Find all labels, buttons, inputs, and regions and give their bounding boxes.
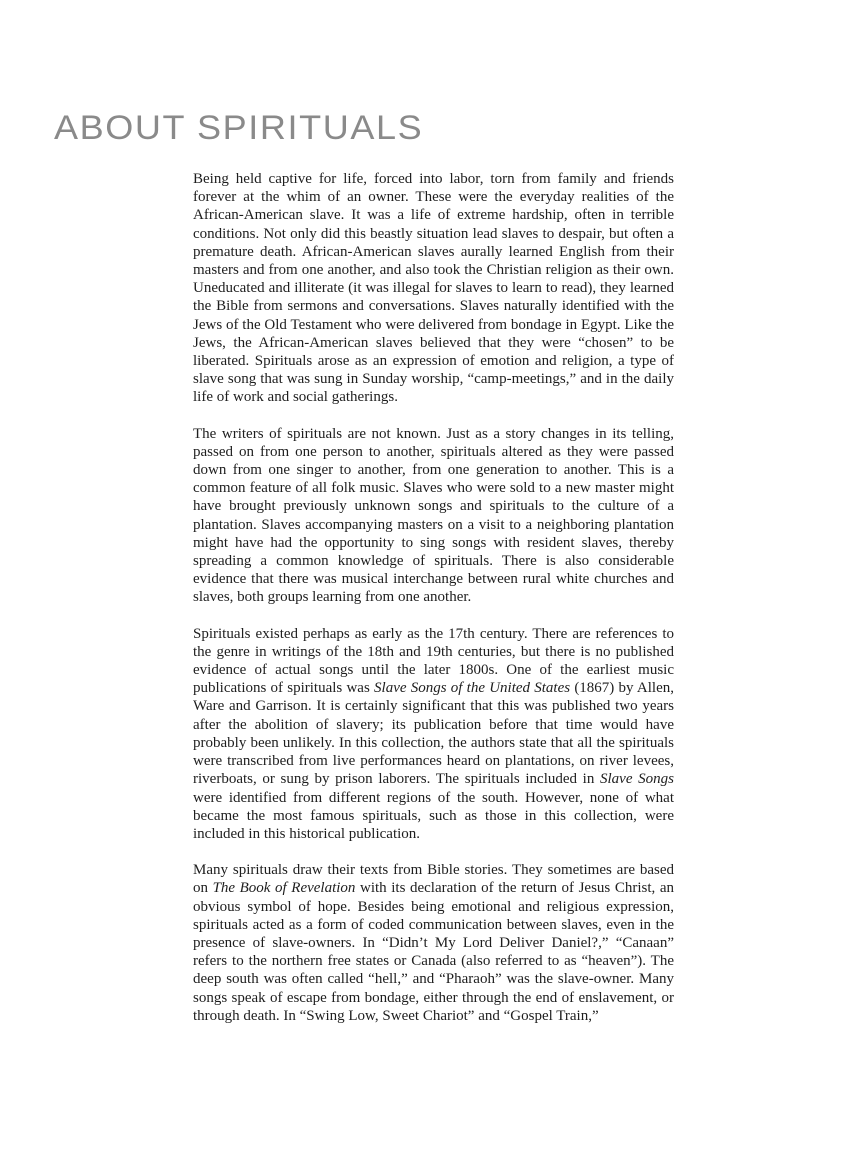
text-run: The writers of spirituals are not known. Just as a story changes in its telling, passed on from one person to another, spirituals altered as they were passed down from one singer to another, from one generation to another. This is a common feature of all folk music. Slaves who were sold to a new master might have brought previously unknown songs and spirituals to the culture of a plantation. Slaves accompanying masters on a visit to a neighboring plantation might have had the opportunity to sing songs with resident slaves, thereby spreading a common knowledge of spirituals. There is also considerable evidence that there was musical interchange between rural white churches and slaves, both groups learning from one another. [193,425,674,606]
paragraph [193,625,674,843]
italic-text-run: Slave Songs [600,771,674,788]
italic-text-run: Slave Songs of the United States [374,680,571,697]
page-title: ABOUT SPIRITUALS [54,108,424,147]
text-run: with its declaration of the return of Jesus Christ, an obvious symbol of hope. Besides being emotional and religious expression, spirituals acted as a form of coded communication between slaves, even in the presence of slave-owners. In “Didn’t My Lord Deliver Daniel?,” “Canaan” refers to the northern free states or Canada (also referred to as “heaven”). The deep south was often called “hell,” and “Pharaoh” was the slave-owner. Many songs speak of escape from bondage, either through the end of enslavement, or through death. In “Swing Low, Sweet Chariot” and “Gospel Train,” [193,880,674,1024]
paragraph [193,425,674,607]
paragraph [193,861,674,1025]
text-run: Being held captive for life, forced into labor, torn from family and friends forever at the whim of an owner. These were the everyday realities of the African-American slave. It was a life of extreme hardship, often in terrible conditions. Not only did this beastly situation lead slaves to despair, but often a premature death. African-American slaves aurally learned English from their masters and from one another, and also took the Christian religion as their own. Uneducated and illiterate (it was illegal for slaves to learn to read), they learned the Bible from sermons and conversations. Slaves naturally identified with the Jews of the Old Testament who were delivered from bondage in Egypt. Like the Jews, the African-American slaves believed that they were “chosen” to be liberated. Spirituals arose as an expression of emotion and religion, a type of slave song that was sung in Sunday worship, “camp-meetings,” and in the daily life of work and social gatherings. [193,171,674,406]
paragraph [193,170,674,407]
text-run: Many spirituals draw their texts from Bible stories. They sometimes are based on [193,862,674,897]
italic-text-run: The Book of Revelation [212,880,356,897]
text-run: were identified from different regions of the south. However, none of what became the most famous spirituals, such as those in this collection, were included in this historical publication. [193,789,674,842]
body-text [193,170,674,1043]
text-run: (1867) by Allen, Ware and Garrison. It is certainly significant that this was published two years after the abolition of slavery; its publication before that time would have probably been unlikely. In this collection, the authors state that all the spirituals were transcribed from live performances heard on plantations, on river levees, riverboats, or sung by prison laborers. The spirituals included in [193,680,674,788]
text-run: Spirituals existed perhaps as early as the 17th century. There are references to the genre in writings of the 18th and 19th centuries, but there is no published evidence of actual songs until the later 1800s. One of the earliest music publications of spirituals was [193,625,674,697]
